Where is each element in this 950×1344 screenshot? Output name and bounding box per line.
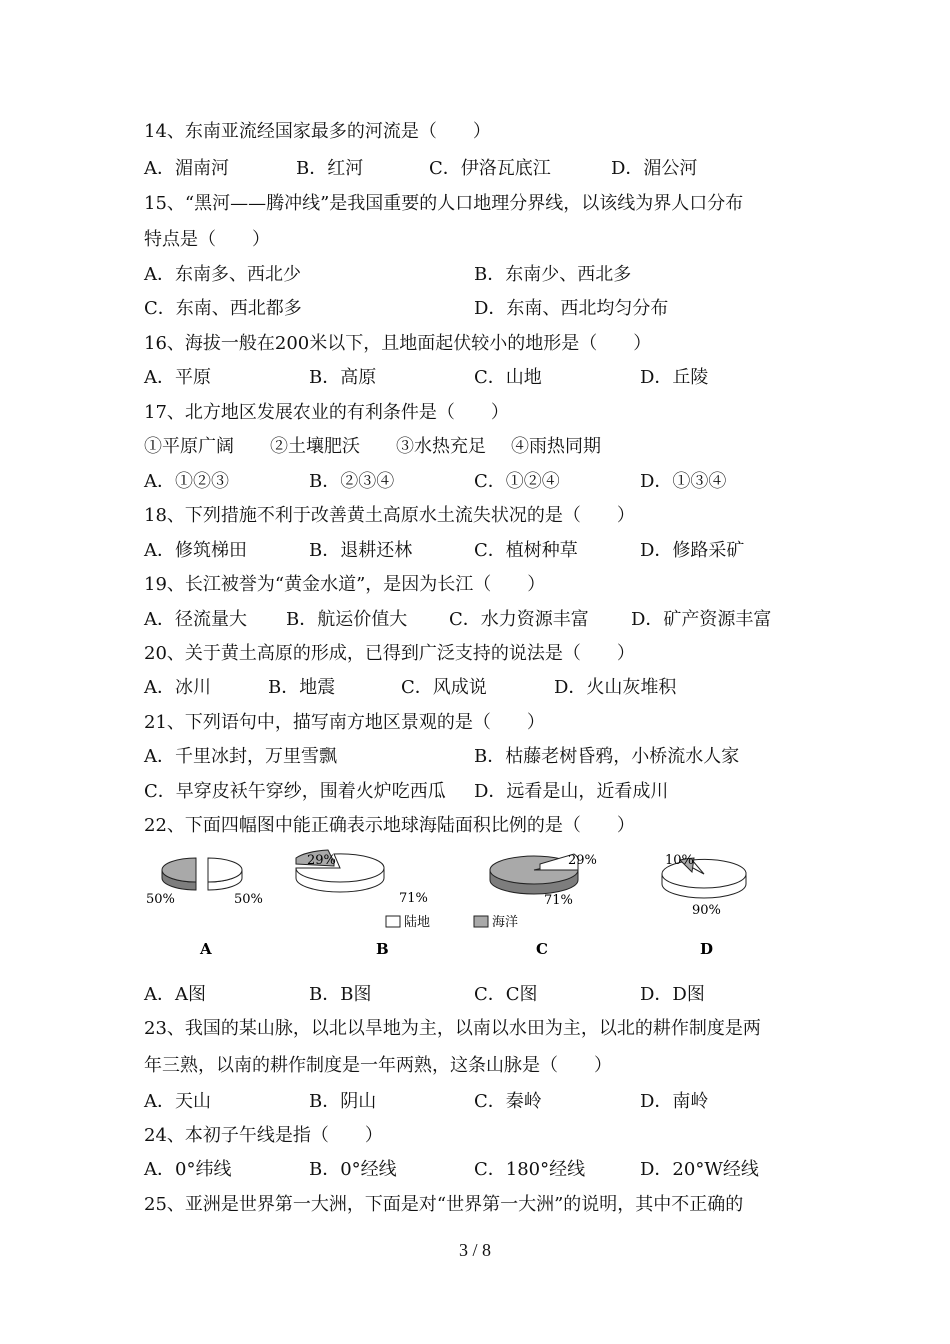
q19-option-d[interactable]: D．矿产资源丰富 — [631, 609, 772, 630]
q20-option-c[interactable]: C．风成说 — [401, 677, 487, 698]
q24-option-c[interactable]: C．180°经线 — [474, 1159, 586, 1180]
q15-stem-line1: 15、“黑河——腾冲线”是我国重要的人口地理分界线，以该线为界人口分布 — [144, 193, 744, 214]
q22-option-a[interactable]: A．A图 — [144, 984, 206, 1005]
pie-chart-d — [662, 853, 746, 958]
pie-chart-a — [146, 858, 263, 958]
pie-c-letter: C — [536, 940, 548, 958]
q19-option-b[interactable]: B．航运价值大 — [286, 609, 408, 630]
q23-stem-line1: 23、我国的某山脉，以北以旱地为主，以南以水田为主，以北的耕作制度是两 — [144, 1018, 761, 1039]
page-number: 3 / 8 — [458, 1240, 491, 1260]
q14-stem: 14、东南亚流经国家最多的河流是（ ） — [144, 121, 491, 142]
q14-option-d[interactable]: D．湄公河 — [611, 158, 698, 179]
q23-option-c[interactable]: C．秦岭 — [474, 1091, 542, 1112]
q20-stem: 20、关于黄土高原的形成，已得到广泛支持的说法是（ ） — [144, 643, 635, 664]
q19-option-a[interactable]: A．径流量大 — [144, 609, 247, 630]
q22-option-b[interactable]: B．B图 — [309, 984, 372, 1005]
q16-option-c[interactable]: C．山地 — [474, 367, 542, 388]
q20-option-a[interactable]: A．冰川 — [144, 677, 211, 698]
q15-option-b[interactable]: B．东南少、西北多 — [474, 264, 632, 285]
q21-option-a[interactable]: A．千里冰封，万里雪飘 — [144, 746, 337, 767]
q24-option-a[interactable]: A．0°纬线 — [144, 1159, 232, 1180]
pie-legend — [386, 914, 518, 930]
q21-option-b[interactable]: B．枯藤老树昏鸦，小桥流水人家 — [474, 746, 740, 767]
q25-stem: 25、亚洲是世界第一大洲，下面是对“世界第一大洲”的说明，其中不正确的 — [144, 1194, 744, 1215]
q22-pie-figure — [144, 848, 784, 960]
pie-d-ocean-label: 10% — [665, 853, 694, 868]
q17-option-d[interactable]: D．①③④ — [640, 471, 727, 492]
q18-stem: 18、下列措施不利于改善黄土高原水土流失状况的是（ ） — [144, 505, 635, 526]
q15-option-d[interactable]: D．东南、西北均匀分布 — [474, 298, 669, 319]
q17-option-b[interactable]: B．②③④ — [309, 471, 395, 492]
q24-option-d[interactable]: D．20°W经线 — [640, 1159, 759, 1180]
q18-option-d[interactable]: D．修路采矿 — [640, 540, 745, 561]
q15-option-c[interactable]: C．东南、西北都多 — [144, 298, 302, 319]
pie-d-land-label: 90% — [692, 903, 721, 918]
q23-option-d[interactable]: D．南岭 — [640, 1091, 709, 1112]
q23-option-a[interactable]: A．天山 — [144, 1091, 211, 1112]
q19-option-c[interactable]: C．水力资源丰富 — [449, 609, 589, 630]
pie-b-ocean-label: 29% — [307, 853, 336, 868]
q16-stem: 16、海拔一般在200米以下，且地面起伏较小的地形是（ ） — [144, 333, 652, 354]
pie-chart-b — [296, 850, 431, 958]
pie-a-land-label: 50% — [234, 892, 263, 907]
q16-option-b[interactable]: B．高原 — [309, 367, 377, 388]
pie-b-letter: B — [376, 940, 389, 958]
q17-stem: 17、北方地区发展农业的有利条件是（ ） — [144, 402, 509, 423]
q20-option-d[interactable]: D．火山灰堆积 — [554, 677, 677, 698]
q17-condition-2: ②土壤肥沃 — [270, 436, 360, 457]
legend-ocean-swatch — [474, 916, 488, 927]
q18-option-c[interactable]: C．植树种草 — [474, 540, 578, 561]
pie-chart-c — [490, 853, 597, 958]
legend-land-label: 陆地 — [404, 915, 431, 930]
q21-option-d[interactable]: D．远看是山，近看成川 — [474, 781, 669, 802]
q17-option-a[interactable]: A．①②③ — [144, 471, 229, 492]
q17-condition-3: ③水热充足 — [396, 436, 486, 457]
q16-option-d[interactable]: D．丘陵 — [640, 367, 709, 388]
pie-c-ocean-label: 71% — [544, 893, 573, 908]
q24-stem: 24、本初子午线是指（ ） — [144, 1125, 383, 1146]
q17-option-c[interactable]: C．①②④ — [474, 471, 560, 492]
pie-a-letter: A — [200, 940, 212, 958]
q14-option-c[interactable]: C．伊洛瓦底江 — [429, 158, 551, 179]
q18-option-b[interactable]: B．退耕还林 — [309, 540, 413, 561]
q24-option-b[interactable]: B．0°经线 — [309, 1159, 397, 1180]
q21-option-c[interactable]: C．早穿皮袄午穿纱，围着火炉吃西瓜 — [144, 781, 446, 802]
q15-option-a[interactable]: A．东南多、西北少 — [144, 264, 301, 285]
q17-condition-4: ④雨热同期 — [511, 436, 601, 457]
pie-a-ocean-label: 50% — [146, 892, 175, 907]
q20-option-b[interactable]: B．地震 — [268, 677, 336, 698]
q23-option-b[interactable]: B．阴山 — [309, 1091, 377, 1112]
q22-option-d[interactable]: D．D图 — [640, 984, 705, 1005]
pie-b-land-label: 71% — [399, 891, 428, 906]
q18-option-a[interactable]: A．修筑梯田 — [144, 540, 247, 561]
legend-ocean-label: 海洋 — [492, 915, 519, 930]
q22-option-c[interactable]: C．C图 — [474, 984, 538, 1005]
pie-c-land-label: 29% — [568, 853, 597, 868]
legend-land-swatch — [386, 916, 400, 927]
q17-condition-1: ①平原广阔 — [144, 436, 234, 457]
q14-option-a[interactable]: A．湄南河 — [144, 158, 229, 179]
q16-option-a[interactable]: A．平原 — [144, 367, 211, 388]
q23-stem-line2: 年三熟，以南的耕作制度是一年两熟，这条山脉是（ ） — [144, 1055, 612, 1076]
q15-stem-line2: 特点是（ ） — [144, 229, 270, 250]
q19-stem: 19、长江被誉为“黄金水道”，是因为长江（ ） — [144, 574, 546, 595]
q21-stem: 21、下列语句中，描写南方地区景观的是（ ） — [144, 712, 545, 733]
pie-d-letter: D — [700, 940, 714, 958]
q14-option-b[interactable]: B．红河 — [296, 158, 364, 179]
q22-stem: 22、下面四幅图中能正确表示地球海陆面积比例的是（ ） — [144, 815, 635, 836]
